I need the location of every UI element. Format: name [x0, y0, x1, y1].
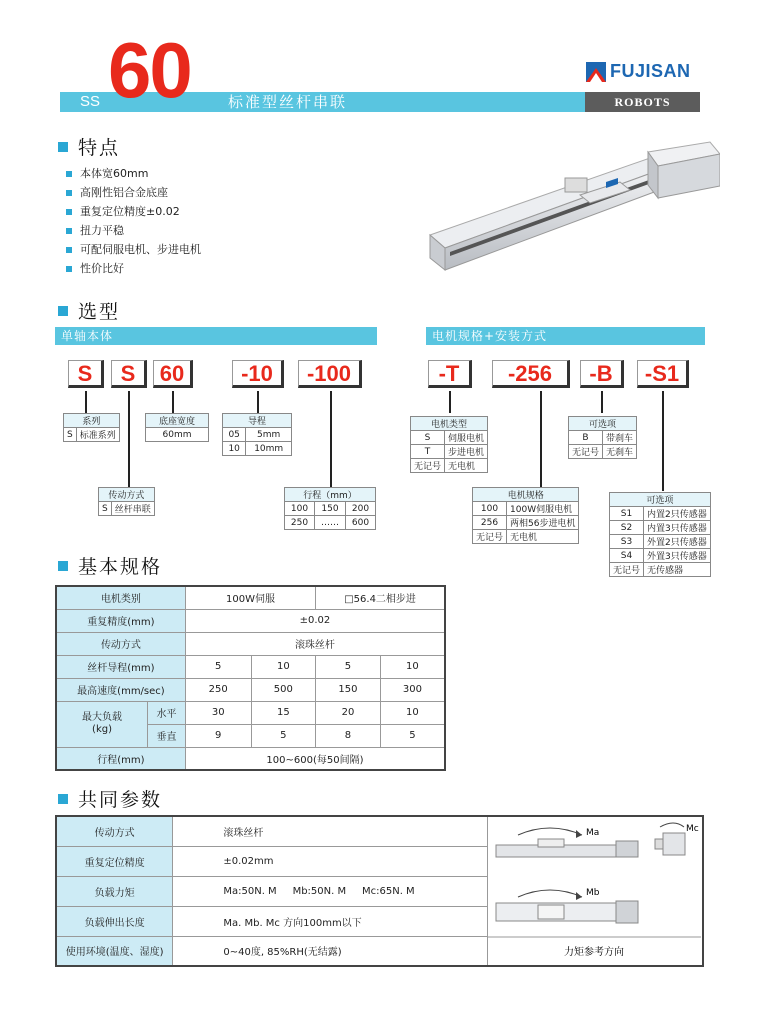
list-item: 可配伺服电机、步进电机 [66, 240, 201, 259]
selection-heading: 选型 [58, 297, 120, 324]
series-table: 系列 S 标准系列 [63, 413, 120, 442]
moment-diagram-cell [488, 816, 703, 966]
code-motor-type: -T [428, 360, 472, 388]
code-drive: S [111, 360, 147, 388]
base-width-table: 底座宽度 60mm [145, 413, 209, 442]
list-item: 扭力平稳 [66, 221, 201, 240]
band-motor-spec: 电机规格+安装方式 [426, 327, 705, 345]
table-row: 行程(mm) 100~600(每50间隔) [56, 747, 445, 770]
diagram-caption: 力矩参考方向 [564, 947, 625, 958]
code-lead: -10 [232, 360, 284, 388]
mb-label: Mb [586, 888, 600, 898]
series-size: 60 [108, 26, 191, 114]
mc-label: Mc [686, 824, 700, 834]
option-brake-table: 可选项 B 带刹车 无记号 无刹车 [568, 416, 637, 459]
bullet-icon [66, 209, 72, 215]
features-list [66, 164, 201, 278]
lead-table: 导程 05 5mm 10 10mm [222, 413, 292, 456]
code-motor-spec: -256 [492, 360, 570, 388]
table-row: 负载伸出长度 Ma. Mb. Mc 方向100mm以下 [56, 906, 703, 936]
bullet-icon [66, 266, 72, 272]
table-row: 丝杆导程(mm) 5 10 5 10 [56, 655, 445, 678]
brand-sub: ROBOTS [585, 92, 700, 112]
bullet-icon [66, 190, 72, 196]
bullet-square-icon [58, 142, 68, 152]
connector-line [85, 391, 87, 413]
connector-line [257, 391, 259, 413]
table-row: 最大负载 (kg) 水平 30 15 20 10 [56, 701, 445, 724]
page-title: 标准型丝杆串联 [228, 93, 348, 111]
list-item: 本体宽60mm [66, 164, 201, 183]
table-row: 传动方式 滚珠丝杆 [56, 632, 445, 655]
connector-line [330, 391, 332, 487]
table-row: 重复精度(mm) ±0.02 [56, 609, 445, 632]
connector-line [449, 391, 451, 413]
table-row: 重复定位精度 ±0.02mm [56, 846, 703, 876]
common-heading: 共同参数 [58, 785, 162, 812]
table-row: 电机类别 100W伺服 □56.4二相步进 [56, 586, 445, 609]
table-row: 负载力矩 Ma:50N. M Mb:50N. M Mc:65N. M [56, 876, 703, 906]
code-series: S [68, 360, 104, 388]
bullet-square-icon [58, 561, 68, 571]
list-item: 性价比好 [66, 259, 201, 278]
specs-table [55, 585, 446, 771]
list-item: 重复定位精度±0.02 [66, 202, 201, 221]
common-table [55, 815, 704, 967]
stroke-table: 行程（mm） 100 150 200 250 …… 600 [284, 487, 376, 530]
bullet-square-icon [58, 306, 68, 316]
code-stroke: -100 [298, 360, 362, 388]
code-base-width: 60 [153, 360, 193, 388]
bullet-square-icon [58, 794, 68, 804]
brand-name: FUJISAN [610, 61, 691, 81]
code-brake: -B [580, 360, 624, 388]
code-sensor: -S1 [637, 360, 689, 388]
table-row: 最高速度(mm/sec) 250 500 150 300 [56, 678, 445, 701]
drive-table: 传动方式 S 丝杆串联 [98, 487, 155, 516]
moment-diagram [488, 817, 701, 965]
connector-line [601, 391, 603, 413]
motor-spec-table: 电机规格 100 100W伺服电机 256 两相56步进电机 无记号 无电机 [472, 487, 579, 544]
motor-type-table: 电机类型 S 伺服电机 T 步进电机 无记号 无电机 [410, 416, 488, 473]
series-prefix: SS [80, 93, 101, 110]
specs-heading: 基本规格 [58, 552, 162, 579]
bullet-icon [66, 228, 72, 234]
band-single-axis: 单轴本体 [55, 327, 377, 345]
list-item: 高刚性铝合金底座 [66, 183, 201, 202]
ma-label: Ma [586, 828, 600, 838]
bullet-icon [66, 247, 72, 253]
connector-line [128, 391, 130, 487]
brand-logo [586, 61, 691, 82]
fujisan-logo-icon [586, 62, 606, 82]
table-row: 使用环境(温度、湿度) 0~40度, 85%RH(无结露) [56, 936, 703, 966]
product-image [420, 140, 720, 290]
table-row: 垂直 9 5 8 5 [56, 724, 445, 747]
features-heading: 特点 [58, 133, 120, 160]
connector-line [540, 391, 542, 487]
option-sensor-table: 可选项 S1 内置2只传感器 S2 内置3只传感器 S3 外置2只传感器 S4 外置3只传感器 无记号 无传感器 [609, 492, 711, 577]
connector-line [172, 391, 174, 413]
bullet-icon [66, 171, 72, 177]
connector-line [662, 391, 664, 491]
table-row: 传动方式 滚珠丝杆 Ma Mc Mb 力矩参考方向 [56, 816, 703, 846]
